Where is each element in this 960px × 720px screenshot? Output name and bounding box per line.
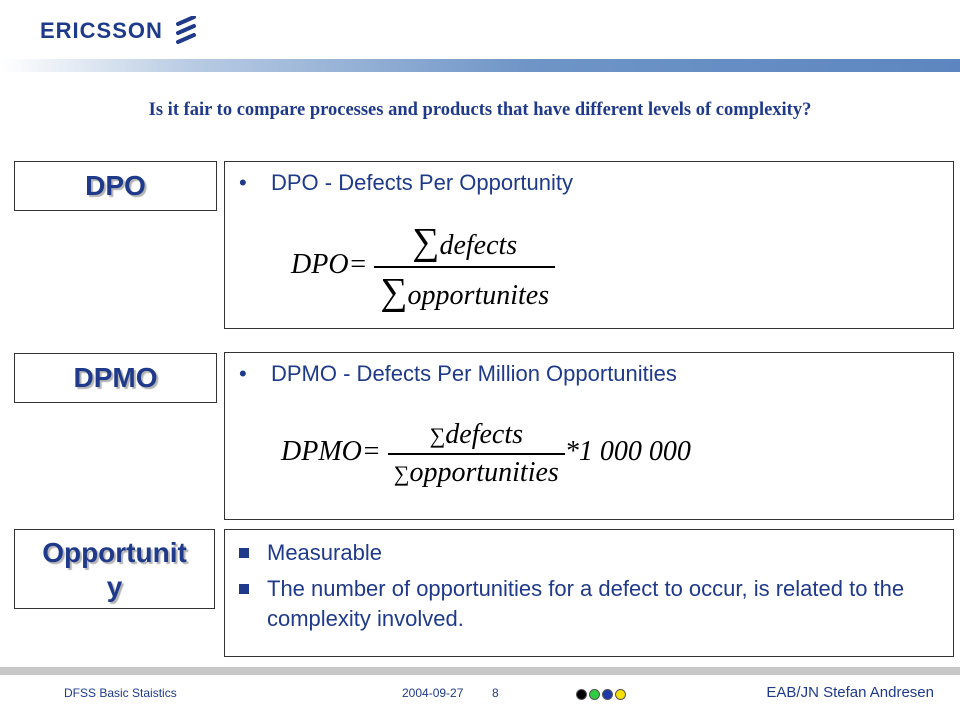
dpmo-numerator: ∑defects — [429, 419, 524, 450]
dpo-formula-eq: = — [348, 249, 368, 281]
label-opportunity-line1: Opportunit — [42, 537, 187, 568]
dpmo-multiplier: *1 000 000 — [564, 436, 691, 468]
square-bullet-icon — [239, 584, 249, 594]
dpmo-formula-eq: = — [361, 436, 381, 468]
bullet-dot: • — [239, 361, 247, 386]
logo-wordmark: ERICSSON — [40, 18, 163, 43]
dpo-numerator: ∑defects — [412, 221, 518, 263]
opportunity-list — [239, 538, 933, 640]
footer-dots — [576, 689, 626, 700]
dpmo-fraction — [388, 419, 565, 489]
dpo-formula — [291, 220, 555, 314]
green-dot-icon — [589, 689, 600, 700]
label-dpmo-text: DPMO — [73, 362, 158, 393]
list-item-text: Measurable — [267, 540, 382, 565]
dpmo-bullet — [239, 361, 677, 387]
header-gradient-bar — [0, 59, 960, 72]
footer-course-title: DFSS Basic Staistics — [64, 686, 177, 700]
black-dot-icon — [576, 689, 587, 700]
footer-page-number: 8 — [492, 686, 499, 700]
slide-headline: Is it fair to compare processes and products that have different levels of complexity? — [148, 100, 812, 120]
dpmo-formula — [281, 419, 691, 489]
footer-bar — [0, 667, 960, 675]
label-dpmo — [14, 353, 217, 403]
panel-opportunity — [224, 529, 954, 657]
bullet-dot: • — [239, 170, 247, 195]
dpo-fraction — [374, 220, 555, 314]
list-item — [239, 538, 933, 568]
footer-author: EAB/JN Stefan Andresen — [766, 684, 934, 701]
panel-dpmo — [224, 352, 954, 520]
dpmo-denominator: ∑opportunities — [393, 456, 559, 488]
ericsson-logo — [40, 14, 197, 48]
dpo-denominator: ∑opportunites — [380, 270, 550, 313]
panel-dpo — [224, 161, 954, 329]
list-item — [239, 574, 933, 634]
dpmo-formula-lhs: DPMO — [281, 436, 362, 468]
dpo-formula-lhs: DPO — [291, 249, 349, 281]
label-dpo — [14, 161, 217, 211]
square-bullet-icon — [239, 548, 249, 558]
label-opportunity-line2: y — [106, 571, 123, 602]
dpo-bullet — [239, 170, 573, 196]
list-item-text: The number of opportunities for a defect to occur, is related to the complexity involved. — [267, 576, 905, 631]
label-opportunity — [14, 529, 215, 609]
blue-dot-icon — [602, 689, 613, 700]
footer-date: 2004-09-27 — [402, 686, 464, 700]
label-dpo-text: DPO — [85, 170, 146, 201]
dpo-bullet-text: DPO - Defects Per Opportunity — [271, 170, 573, 195]
ericsson-mark-icon — [175, 16, 197, 46]
yellow-dot-icon — [615, 689, 626, 700]
dpmo-bullet-text: DPMO - Defects Per Million Opportunities — [271, 361, 677, 386]
